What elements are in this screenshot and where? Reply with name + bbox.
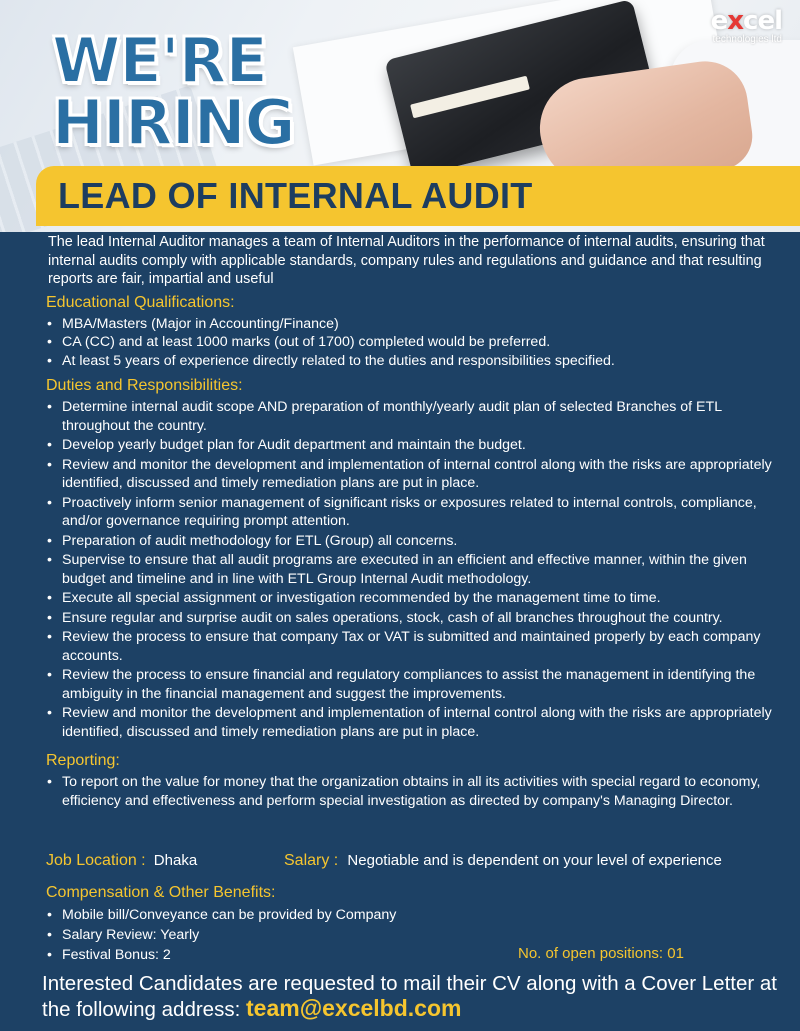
list-item: • CA (CC) and at least 1000 marks (out of 1700) completed would be preferred. <box>46 333 772 352</box>
list-item: • Review the process to ensure that company Tax or VAT is submitted and maintained properly by each company accounts. <box>46 628 772 665</box>
open-positions <box>518 945 684 962</box>
footer-text: Interested Candidates are requested to mail their CV along with a Cover Letter at the following address: <box>42 972 777 1021</box>
list-item: • Determine internal audit scope AND preparation of monthly/yearly audit plan of selected Branches of ETL throughout the country. <box>46 398 772 435</box>
compensation-heading: Compensation & Other Benefits: <box>46 884 276 901</box>
reporting-heading: Reporting: <box>46 752 120 769</box>
list-item: • MBA/Masters (Major in Accounting/Finance) <box>46 315 772 334</box>
application-instructions <box>42 971 782 1022</box>
list-item: • To report on the value for money that the organization obtains in all its activities with special regard to economy, efficiency and effectiveness and perform special investigation as directed by company's Managing Director. <box>46 773 772 810</box>
logo-wordmark: excel <box>710 6 782 36</box>
list-item: • Preparation of audit methodology for ETL (Group) all concerns. <box>46 532 772 551</box>
job-location-label: Job Location : <box>46 852 146 869</box>
job-description <box>46 233 772 810</box>
contact-email[interactable]: team@excelbd.com <box>246 995 462 1021</box>
list-item: • Review and monitor the development and implementation of internal control along with the risks are appropriately identified, discussed and timely remediation plans are put in place. <box>46 704 772 741</box>
educational-list <box>46 315 772 371</box>
list-item: • Proactively inform senior management of significant risks or exposures related to internal controls, compliance, and/or governance requiring prompt attention. <box>46 494 772 531</box>
list-item: • Mobile bill/Conveyance can be provided by Company <box>46 905 526 925</box>
list-item: • Ensure regular and surprise audit on sales operations, stock, cash of all branches throughout the country. <box>46 609 772 628</box>
duties-heading: Duties and Responsibilities: <box>46 377 243 394</box>
salary <box>284 852 722 870</box>
headline-line-2: HIRING <box>52 86 295 159</box>
company-logo <box>711 6 782 45</box>
open-positions-label: No. of open positions: <box>518 945 664 962</box>
salary-value: Negotiable and is dependent on your level of experience <box>347 852 722 869</box>
job-location <box>46 852 197 870</box>
headline-line-1: WE'RE <box>52 24 267 97</box>
compensation-list <box>46 905 526 965</box>
list-item: • Review the process to ensure financial and regulatory compliances to assist the management in identifying the ambiguity in the financial management and suggest the improvements. <box>46 666 772 703</box>
job-title: LEAD OF INTERNAL AUDIT <box>58 175 533 216</box>
list-item: • At least 5 years of experience directly related to the duties and responsibilities specified. <box>46 352 772 371</box>
logo-subtitle: technologies ltd <box>712 34 782 45</box>
educational-heading: Educational Qualifications: <box>46 293 235 311</box>
duties-list <box>46 398 772 741</box>
reporting-list <box>46 773 772 810</box>
list-item: • Develop yearly budget plan for Audit department and maintain the budget. <box>46 436 772 455</box>
salary-label: Salary : <box>284 852 339 869</box>
open-positions-value: 01 <box>667 945 684 962</box>
list-item: • Review and monitor the development and implementation of internal control along with the risks are appropriately identified, discussed and timely remediation plans are put in place. <box>46 456 772 493</box>
list-item: • Festival Bonus: 2 <box>46 945 526 965</box>
intro-paragraph: The lead Internal Auditor manages a team of Internal Auditors in the performance of internal audits, ensuring that internal audits comply with applicable standards, company rules and regulations and guidance and that resulting reports are fair, impartial and useful <box>48 234 765 287</box>
job-location-value: Dhaka <box>153 852 198 869</box>
list-item: • Supervise to ensure that all audit programs are executed in an efficient and effective manner, within the given budget and timeline and in line with ETL Group Internal Audit methodology. <box>46 551 772 588</box>
list-item: • Execute all special assignment or investigation recommended by the management time to time. <box>46 589 772 608</box>
list-item: • Salary Review: Yearly <box>46 925 526 945</box>
